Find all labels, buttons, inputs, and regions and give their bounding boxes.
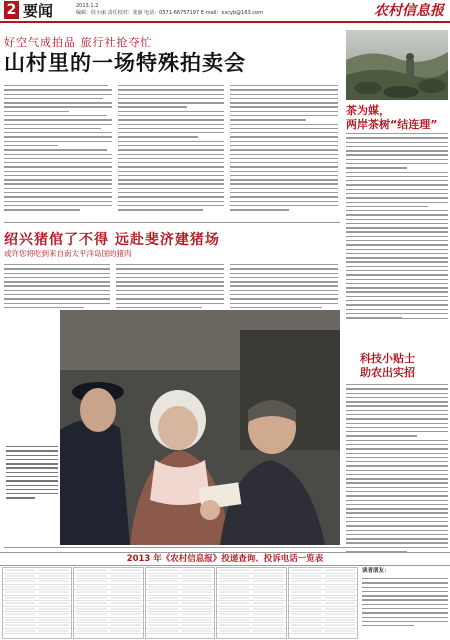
sidebar-divider	[346, 318, 448, 319]
masthead-rule	[0, 21, 450, 23]
masthead-contact: 编辑：段小丽 责任校对：张丽 电话：0571-66757197 E-mail：xxcyb@163.com	[76, 10, 263, 16]
hotline-banner: 2013 年《农村信息报》投递查询、投诉电话一览表	[0, 552, 450, 566]
sidebar-story2-body	[346, 384, 448, 555]
reader-note-title: 读者朋友：	[362, 568, 390, 574]
second-story-divider	[4, 547, 448, 548]
hotline-table-col	[2, 567, 72, 639]
reader-note	[362, 568, 448, 638]
hotline-table	[2, 567, 358, 639]
sidebar-story1-title-text: 茶为媒， 两岸茶树“结连理”	[346, 104, 438, 131]
masthead-info	[76, 3, 336, 17]
second-body-col3	[230, 264, 338, 311]
second-body-col1	[4, 264, 110, 311]
lead-body-col1	[4, 85, 112, 213]
sidebar-story1-title	[346, 104, 450, 132]
lead-body-col3	[230, 85, 338, 213]
lead-kicker: 好空气成拍品 旅行社抢夺忙	[4, 36, 153, 49]
second-headline: 绍兴猪倌了不得 远赴斐济建猪场	[4, 232, 220, 248]
photo-caption	[6, 446, 58, 538]
hotline-table-col	[288, 567, 358, 639]
sidebar-story2-title	[360, 352, 448, 380]
hotline-table-col	[73, 567, 143, 639]
masthead-date: 2013.1.2	[76, 3, 99, 9]
hotline-table-col	[145, 567, 215, 639]
newspaper-brand: 农村信息报	[374, 3, 444, 19]
sidebar-story1-body	[346, 133, 448, 321]
second-body-col2	[116, 264, 224, 311]
lead-headline: 山村里的一场特殊拍卖会	[4, 50, 246, 75]
tea-garden-photo	[346, 30, 448, 100]
masthead	[0, 0, 450, 22]
section-name: 要闻	[23, 2, 54, 20]
sidebar-story2-title-text: 科技小贴士 助农出实招	[360, 352, 415, 379]
second-subhead: 或许您将吃到来自南太平洋岛国的猪肉	[4, 249, 132, 258]
lead-story-divider	[4, 222, 340, 223]
reader-note-body	[362, 578, 448, 629]
lead-body-col2	[118, 85, 224, 213]
hotline-table-col	[216, 567, 286, 639]
elderly-women-photo	[60, 310, 340, 545]
page-number: 2	[4, 1, 19, 19]
